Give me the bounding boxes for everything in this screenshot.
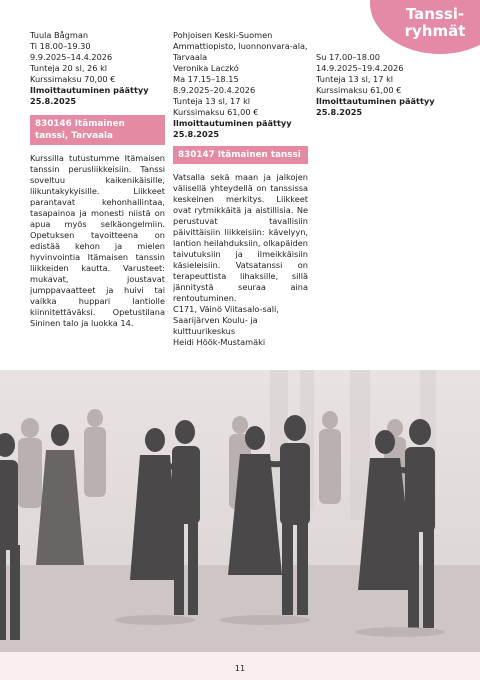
col1-teacher: Tuula Bågman [30,30,89,40]
col3-hours: Tunteja 13 sl, 17 kl [316,74,394,84]
course-description-830147: Vatsalla sekä maan ja jalkojen välisellä yhteydellä on tanssissa keskeinen merkitys. Liikkeet ovat rytmikkäitä ja aistillisia. Ne perustuvat tavallisiin päivittäisiin liikkeisiin: kävelyyn, lantion heilahduksiin, olkapäiden taivutuksiin ja ilmeikkäisiin käsieleisiin. Vatsatanssi on terapeuttista lihaksille, sillä jännitystä seuraa aina rentoutuminen. [173,172,308,303]
col2-venue: C171, Väinö Viitasalo-sali, Saarijärven Koulu- ja kulttuurikeskus [173,304,279,336]
col3-dates: 14.9.2025–19.4.2026 [316,63,404,73]
dancers-drawing [0,370,480,652]
col2-dates: 8.9.2025–20.4.2026 [173,85,256,95]
col3-fee: Kurssimaksu 61,00 € [316,85,402,95]
col1-fee: Kurssimaksu 70,00 € [30,74,116,84]
col1-registration: Ilmoittautuminen päättyy 25.8.2025 [30,85,149,106]
col2-registration: Ilmoittautuminen päättyy 25.8.2025 [173,118,292,139]
col1-hours: Tunteja 20 sl, 26 kl [30,63,108,73]
col2-next-teacher: Heidi Höök-Mustamäki [173,337,266,347]
section-tab-label [400,6,470,40]
column-3 [316,52,446,118]
section-tab-line1: Tanssi- [405,5,465,23]
col2-location: Pohjoisen Keski-Suomen Ammattiopisto, luonnonvara-ala, Tarvaala [173,30,308,62]
dancers-illustration [0,370,480,652]
course-heading-830146: 830146 Itämainen tanssi, Tarvaala [30,115,165,145]
col1-dates: 9.9.2025–14.4.2026 [30,52,113,62]
col2-fee: Kurssimaksu 61,00 € [173,107,259,117]
col1-time: Ti 18.00–19.30 [30,41,91,51]
col2-time: Ma 17.15–18.15 [173,74,239,84]
col3-registration: Ilmoittautuminen päättyy 25.8.2025 [316,96,435,117]
column-2 [173,30,308,348]
course-description-830146: Kurssilla tutustumme Itämaisen tanssin perusliikkeisiin. Tanssi soveltuu kaikenikäisille, liikuntakykyisille. Liikkeet parantavat kehonhallintaa, tasapainoa ja monesti niistä on apua myös selkäongelmiin. Opetuksen tavoitteena on edistää kehon ja mielen hyvinvointia Itämaisen tanssin liikkeiden kautta. Varusteet: mukavat, joustavat jumppavaatteet ja huivi tai vaikka huppari lantiolle kiinnitettäväksi. Opetustilana Sininen talo ja luokka 14. [30,153,165,328]
col3-time: Su 17.00–18.00 [316,52,380,62]
page-number: 11 [234,664,246,673]
col2-hours: Tunteja 13 sl, 17 kl [173,96,251,106]
col2-teacher: Veronika Laczkó [173,63,239,73]
column-1 [30,30,165,329]
course-heading-830147: 830147 Itämainen tanssi [173,146,308,164]
section-tab-line2: ryhmät [404,22,466,40]
